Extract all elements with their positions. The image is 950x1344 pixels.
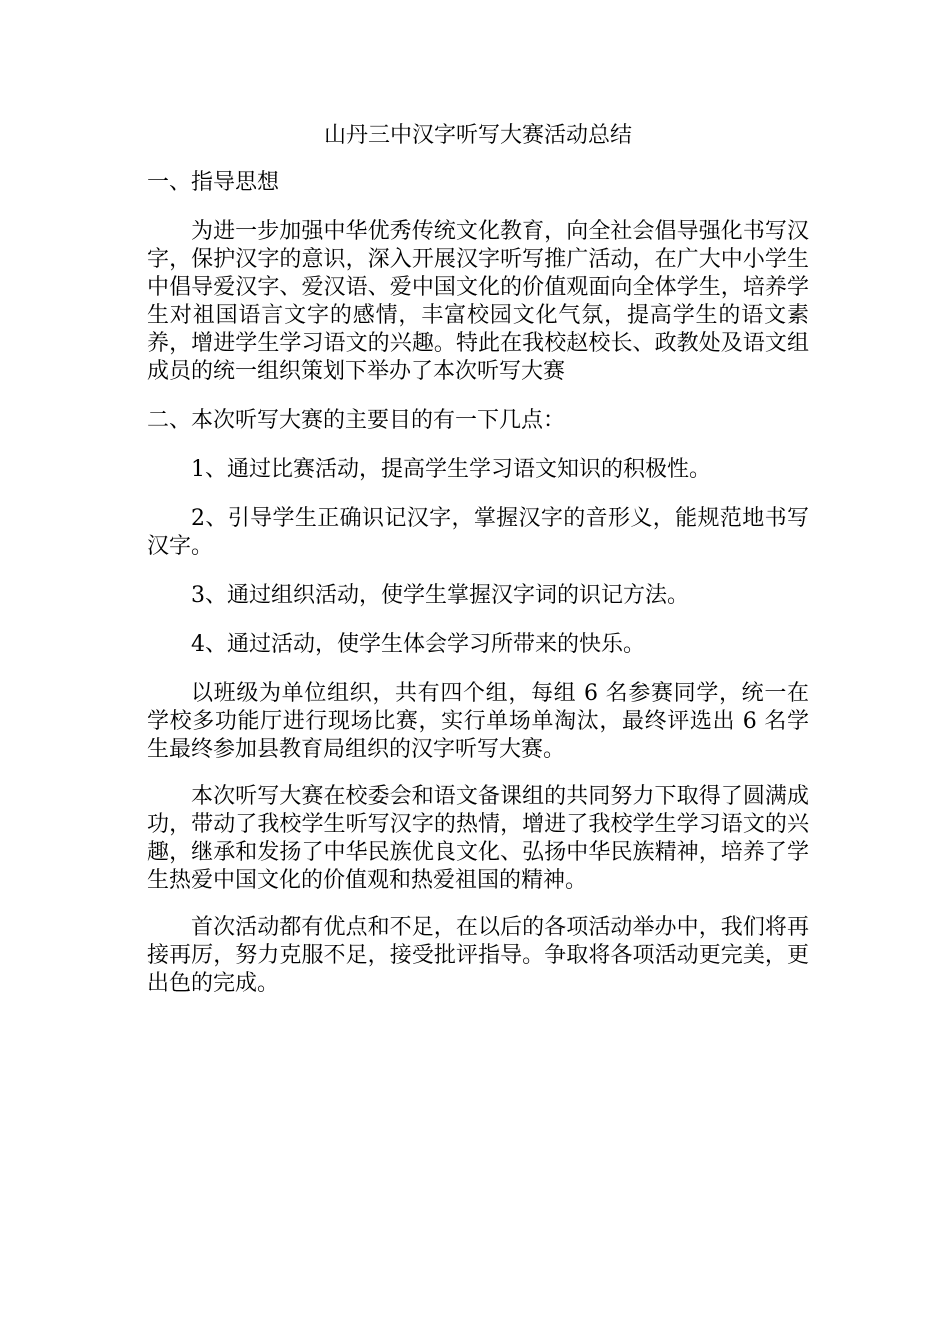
document-body	[147, 122, 809, 1019]
section-heading-goals: 二、本次听写大赛的主要目的有一下几点：	[147, 408, 566, 433]
goal-item-4: 4、通过活动，使学生体会学习所带来的快乐。	[191, 632, 645, 657]
guiding-thought-paragraph: 为进一步加强中华优秀传统文化教育，向全社会倡导强化书写汉字，保护汉字的意识，深入开展汉字听写推广活动，在广大中小学生中倡导爱汉字、爱汉语、爱中国文化的价值观面向全体学生，培养学生对祖国语言文字的感情，丰富校园文化气氛，提高学生的语文素养，增进学生学习语文的兴趣。特此在我校赵校长、政教处及语文组成员的统一组织策划下举办了本次听写大赛	[147, 219, 809, 384]
document-title: 山丹三中汉字听写大赛活动总结	[323, 123, 632, 148]
section-heading-guiding-thought: 一、指导思想	[147, 170, 280, 195]
goal-item-2: 2、引导学生正确识记汉字，掌握汉字的音形义，能规范地书写汉字。	[147, 506, 809, 559]
organization-paragraph: 以班级为单位组织，共有四个组，每组 6 名参赛同学，统一在学校多功能厅进行现场比赛，实行单场单淘汰，最终评选出 6 名学生最终参加县教育局组织的汉字听写大赛。	[147, 681, 809, 762]
closing-paragraph: 首次活动都有优点和不足，在以后的各项活动举办中，我们将再接再厉，努力克服不足，接受批评指导。争取将各项活动更完美，更出色的完成。	[147, 915, 809, 996]
goal-item-3: 3、通过组织活动，使学生掌握汉字词的识记方法。	[191, 583, 689, 608]
result-paragraph: 本次听写大赛在校委会和语文备课组的共同努力下取得了圆满成功，带动了我校学生听写汉字的热情，增进了我校学生学习语文的兴趣，继承和发扬了中华民族优良文化、弘扬中华民族精神，培养了学生热爱中国文化的价值观和热爱祖国的精神。	[147, 784, 809, 893]
goal-item-1: 1、通过比赛活动，提高学生学习语文知识的积极性。	[191, 457, 711, 482]
